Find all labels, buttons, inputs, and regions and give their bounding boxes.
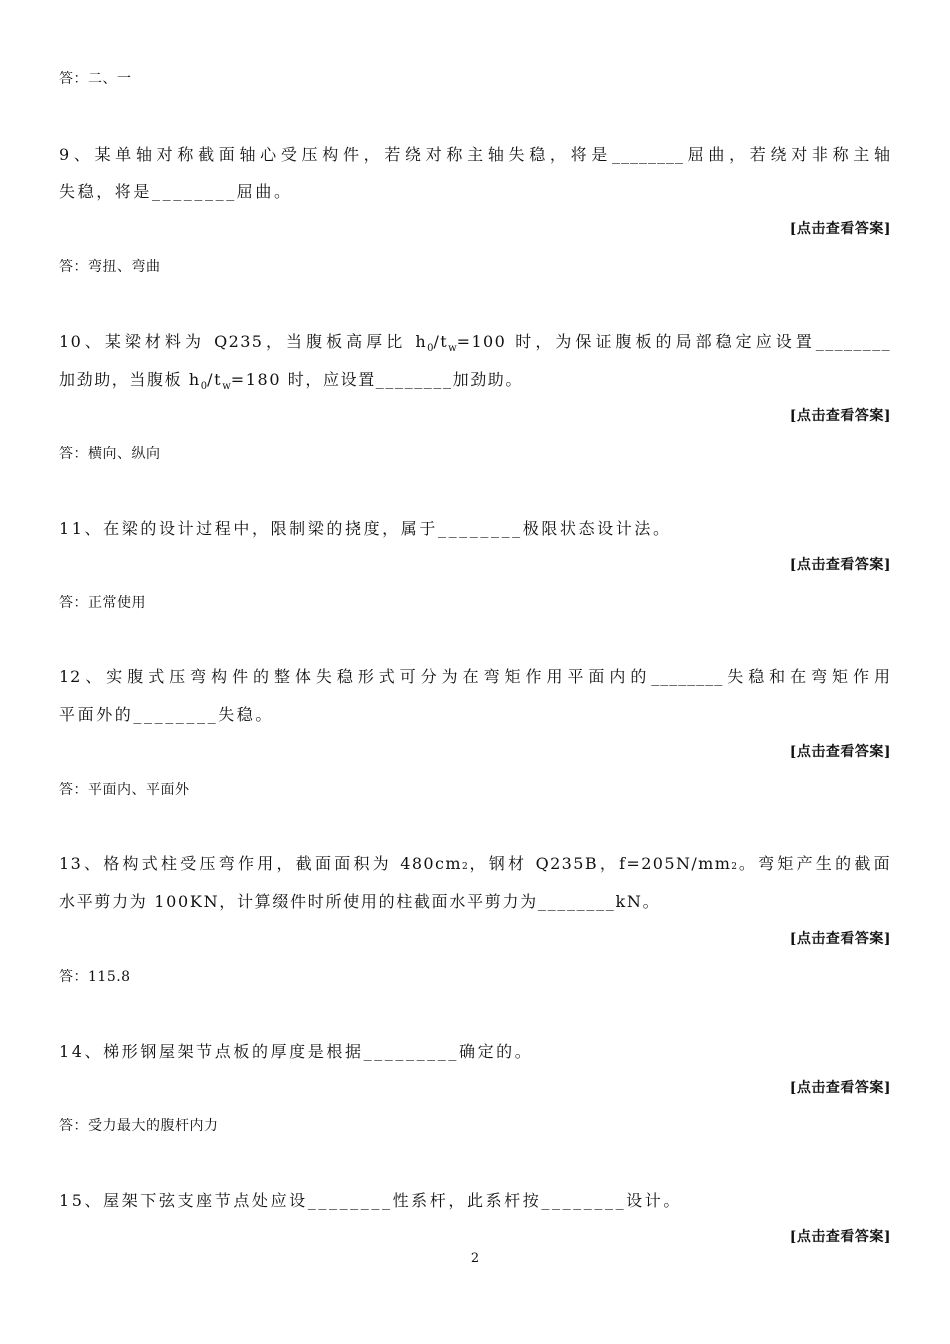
question-number: 15、	[59, 1191, 104, 1210]
question-number: 9、	[59, 145, 95, 164]
answer-text: 答：弯扭、弯曲	[59, 259, 161, 275]
page-number: 2	[470, 1251, 480, 1266]
question-11-line-1	[59, 516, 891, 539]
view-answer-link[interactable]: [点击查看答案]	[789, 1080, 891, 1096]
view-answer-link[interactable]: [点击查看答案]	[789, 557, 891, 573]
question-text: /t	[207, 370, 223, 389]
question-14-line-1	[59, 1039, 891, 1062]
question-number: 11、	[59, 519, 104, 538]
question-text: 某单轴对称截面轴心受压构件，若绕对称主轴失稳，将是________屈曲，若绕对非称主轴	[94, 145, 891, 164]
view-answer-link[interactable]: [点击查看答案]	[789, 408, 891, 424]
question-number: 14、	[59, 1042, 104, 1061]
subscript: 0	[427, 343, 434, 354]
question-9-line-2: 失稳，将是________屈曲。	[59, 182, 293, 201]
view-answer-link[interactable]: [点击查看答案]	[789, 744, 891, 760]
subscript: w	[448, 343, 457, 354]
answer-text: 答：平面内、平面外	[59, 782, 190, 798]
superscript: 2	[731, 862, 738, 872]
question-12-line-1	[59, 664, 891, 687]
question-15-line-1	[59, 1188, 891, 1211]
question-text: 在梁的设计过程中，限制梁的挠度，属于________极限状态设计法。	[103, 519, 672, 538]
question-10-line-1	[59, 329, 891, 354]
answer-text: 答：二、一	[59, 71, 132, 87]
superscript: 2	[461, 862, 468, 872]
question-text: =180 时，应设置________加劲助。	[230, 370, 523, 389]
question-text: /t	[433, 332, 449, 351]
subscript: 0	[200, 381, 208, 392]
answer-text: 答：横向、纵向	[59, 446, 161, 462]
question-text: 某梁材料为 Q235，当腹板高厚比 h	[104, 332, 428, 351]
question-text: 屋架下弦支座节点处应设________性系杆，此系杆按________设计。	[103, 1191, 682, 1210]
answer-text: 答：正常使用	[59, 595, 146, 611]
view-answer-link[interactable]: [点击查看答案]	[789, 931, 891, 947]
question-text: 加劲助，当腹板 h	[59, 370, 201, 389]
question-10-line-2	[59, 367, 891, 392]
view-answer-link[interactable]: [点击查看答案]	[789, 221, 891, 237]
question-text: 格构式柱受压弯作用，截面面积为 480cm	[103, 854, 462, 873]
subscript: w	[222, 381, 231, 392]
answer-text: 答：受力最大的腹杆内力	[59, 1118, 219, 1134]
question-text: 。弯矩产生的截面	[737, 854, 891, 873]
question-text: ，钢材 Q235B，f=205N/mm	[467, 854, 732, 873]
view-answer-link[interactable]: [点击查看答案]	[789, 1229, 891, 1245]
question-12-line-2: 平面外的________失稳。	[59, 705, 275, 724]
question-text: 实腹式压弯构件的整体失稳形式可分为在弯矩作用平面内的________失稳和在弯矩作用	[106, 667, 891, 686]
question-text: 梯形钢屋架节点板的厚度是根据_________确定的。	[103, 1042, 534, 1061]
question-number: 13、	[59, 854, 104, 873]
answer-text: 答：115.8	[59, 969, 131, 985]
question-13-line-1	[59, 851, 891, 874]
question-number: 10、	[59, 332, 105, 351]
question-9-line-1	[59, 142, 891, 165]
question-number: 12、	[59, 667, 107, 686]
question-text: =100 时，为保证腹板的局部稳定应设置________	[456, 332, 892, 351]
question-13-line-2: 水平剪力为 100KN，计算缀件时所使用的柱截面水平剪力为________kN。	[59, 892, 661, 911]
